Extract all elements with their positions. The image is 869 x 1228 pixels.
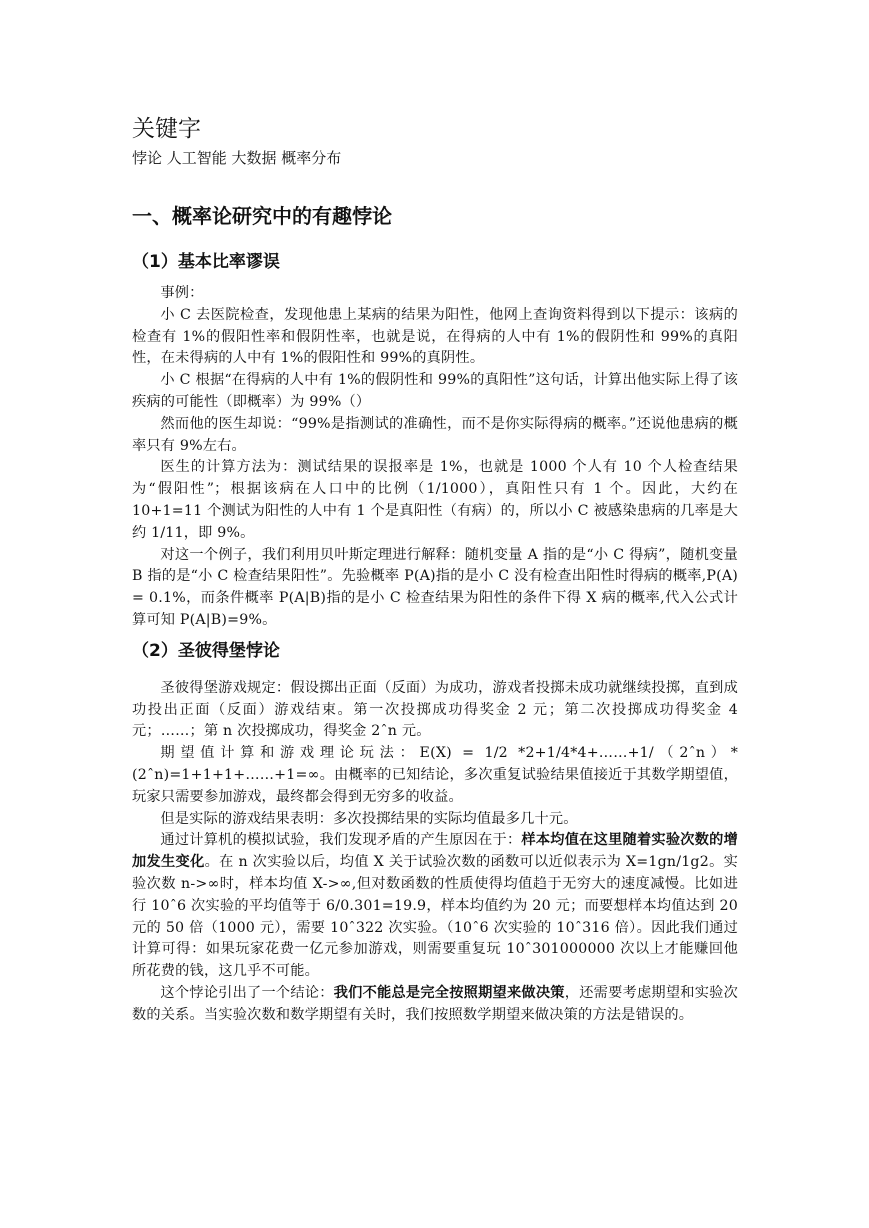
section-title: 一、概率论研究中的有趣悖论	[132, 204, 392, 228]
paragraph: 医生的计算方法为：测试结果的误报率是 1%，也就是 1000 个人有 10 个人检查结果为“假阳性”；根据该病在人口中的比例（1/1000），真阳性只有 1 个。因此，大约在 10+1=11 个测试为阳性的人中有 1 个是真阳性（有病）的，所以小 C 被感染患病的几率是大约 1/11，即 9%。	[132, 459, 738, 541]
subsection-title-2: （2）圣彼得堡悖论	[132, 640, 280, 661]
paragraph-text: 通过计算机的模拟试验，我们发现矛盾的产生原因在于：	[160, 832, 522, 849]
keywords-line: 悖论 人工智能 大数据 概率分布	[132, 149, 342, 167]
bold-emphasis: 样本均值在这里随着实验次数的增加发生变化	[132, 832, 738, 871]
keywords-heading: 关键字	[132, 116, 201, 142]
paragraph: 小 C 去医院检查，发现他患上某病的结果为阳性，他网上查询资料得到以下提示：该病的检查有 1%的假阳性率和假阴性率，也就是说，在得病的人中有 1%的假阴性和 99%的真阳性，在未得病的人中有 1%的假阳性和 99%的真阴性。	[132, 306, 738, 367]
paragraph: 但是实际的游戏结果表明：多次投掷结果的实际均值最多几十元。	[160, 810, 578, 827]
paragraph: 对这一个例子，我们利用贝叶斯定理进行解释：随机变量 A 指的是“小 C 得病”，随机变量 B 指的是“小 C 检查结果阳性”。先验概率 P(A)指的是小 C 没有检查出阳性时得病的概率,P(A) = 0.1%，而条件概率 P(A|B)指的是小 C 检查结果为阳性的条件下得 X 病的概率,代入公式计算可知 P(A|B)=9%。	[132, 546, 738, 628]
paragraph: 圣彼得堡游戏规定：假设掷出正面（反面）为成功，游戏者投掷未成功就继续投掷，直到成功投出正面（反面）游戏结束。第一次投掷成功得奖金 2 元；第二次投掷成功得奖金 4 元；……；第 n 次投掷成功，得奖金 2ˆn 元。	[132, 679, 738, 740]
subsection-title-1: （1）基本比率谬误	[132, 252, 280, 272]
paragraph-text: 这个悖论引出了一个结论：	[160, 984, 334, 1001]
paragraph-text: ，还需要考虑期望和实验次数的关系。当实验次数和数学期望有关时，我们按照数学期望来做决策的方法是错误的。	[132, 984, 738, 1023]
paragraph: 期望值计算和游戏理论玩法：E(X) = 1/2 *2+1/4*4+……+1/（2ˆn）*(2ˆn)=1+1+1+……+1=∞。由概率的已知结论，多次重复试验结果值接近于其数学期望值，玩家只需要参加游戏，最终都会得到无穷多的收益。	[132, 745, 738, 805]
document-page	[132, 112, 738, 1027]
paragraph-text: 。在 n 次实验以后，均值 X 关于试验次数的函数可以近似表示为 X=1gn/1g2。实验次数 n->∞时，样本均值 X->∞,但对数函数的性质使得均值趋于无穷大的速度减慢。比如进行 10ˆ6 次实验的平均值等于 6/0.301=19.9，样本均值约为 20 元；而要想样本均值达到 20 元的 50 倍（1000 元），需要 10ˆ322 次实验。（10ˆ6 次实验的 10ˆ316 倍）。因此我们通过计算可得：如果玩家花费一亿元参加游戏，则需要重复玩 10ˆ301000000 次以上才能赚回他所花费的钱，这几乎不可能。	[132, 854, 738, 980]
paragraph	[132, 830, 738, 983]
paragraph: 然而他的医生却说：“99%是指测试的准确性，而不是你实际得病的概率。”还说他患病的概率只有 9%左右。	[132, 415, 738, 454]
paragraph: 事例：	[160, 285, 204, 301]
bold-emphasis: 我们不能总是完全按照期望来做决策	[333, 984, 565, 1001]
paragraph: 小 C 根据“在得病的人中有 1%的假阴性和 99%的真阳性”这句话，计算出他实际上得了该疾病的可能性（即概率）为 99%（）	[132, 372, 738, 410]
paragraph	[132, 983, 738, 1027]
